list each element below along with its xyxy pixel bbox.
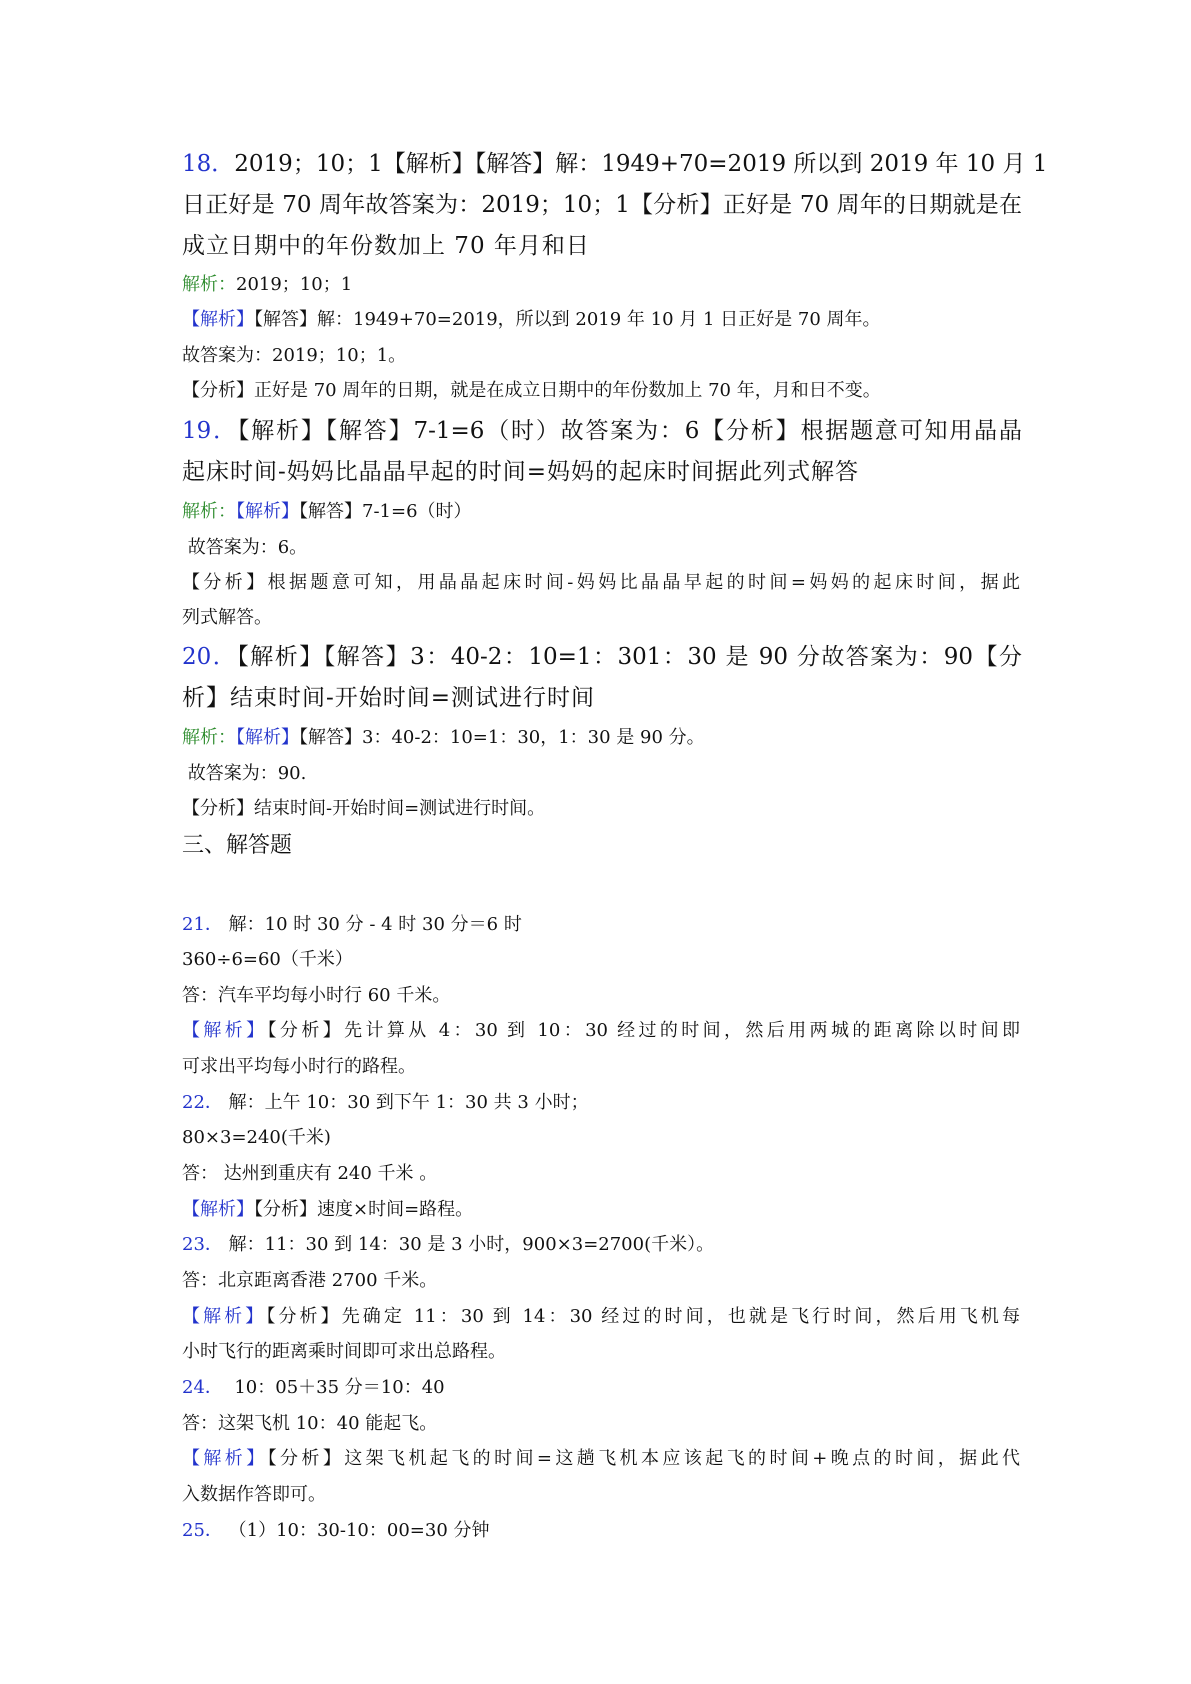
q22-line-2: 80×3=240(千米)	[182, 1127, 331, 1148]
q20-detail-1: 故答案为：90.	[182, 763, 307, 784]
jiexi-tag: 【解析】	[236, 501, 299, 522]
q20-line-1: 20．【解析】【解答】3：40-2：10=1：301：30 是 90 分故答案为：90【分	[182, 644, 1022, 670]
jiexi-label: 解析：	[182, 727, 236, 748]
q25-number: 25．	[182, 1520, 223, 1541]
q21-line-1: 21． 解：10 时 30 分 - 4 时 30 分＝6 时	[182, 914, 522, 935]
q21-number: 21．	[182, 914, 223, 935]
q23-line-2: 答：北京距离香港 2700 千米。	[182, 1270, 438, 1291]
q24-line-1: 24． 10：05＋35 分＝10：40	[182, 1377, 445, 1398]
q18-line-3: 成立日期中的年份数加上 70 年月和日	[182, 233, 590, 259]
q23-line-3: 【解析】【分析】先确定 11：30 到 14：30 经过的时间，也就是飞行时间，然后用飞机每	[182, 1306, 1020, 1327]
jiexi-tag: 【解析】	[182, 1020, 268, 1041]
jiexi-tag: 【解析】	[182, 1306, 267, 1327]
q23-number: 23．	[182, 1234, 223, 1255]
q21-line-2: 360÷6=60（千米）	[182, 949, 353, 970]
q18-line-2: 日正好是 70 周年故答案为：2019；10；1【分析】正好是 70 周年的日期就是在	[182, 192, 1022, 218]
q19-number: 19．	[182, 418, 238, 444]
q18-detail-3: 【分析】正好是 70 周年的日期，就是在成立日期中的年份数加上 70 年，月和日不变。	[182, 380, 881, 401]
q21-line-5: 可求出平均每小时行的路程。	[182, 1056, 416, 1077]
q19-line-2: 起床时间-妈妈比晶晶早起的时间=妈妈的起床时间据此列式解答	[182, 459, 860, 485]
q24-line-4: 入数据作答即可。	[182, 1484, 326, 1505]
q19-detail-2: 【分析】根据题意可知，用晶晶起床时间-妈妈比晶晶早起的时间=妈妈的起床时间，据此	[182, 572, 1020, 593]
jiexi-tag: 【解析】	[182, 1448, 268, 1469]
q24-number: 24．	[182, 1377, 223, 1398]
jiexi-label: 解析：	[182, 501, 236, 522]
q18-detail-2: 故答案为：2019；10；1。	[182, 345, 407, 366]
q23-line-4: 小时飞行的距离乘时间即可求出总路程。	[182, 1341, 506, 1362]
q19-detail-1: 故答案为：6。	[182, 537, 308, 558]
q20-jiexi-line: 解析：【解析】【解答】3：40-2：10=1：30，1：30 是 90 分。	[182, 727, 705, 748]
q18-number: 18．	[182, 151, 235, 177]
q22-line-3: 答： 达州到重庆有 240 千米 。	[182, 1163, 438, 1184]
q22-number: 22．	[182, 1092, 223, 1113]
jiexi-tag: 【解析】	[182, 1199, 254, 1220]
q20-line-2: 析】结束时间-开始时间=测试进行时间	[182, 685, 596, 711]
q24-line-3: 【解析】【分析】这架飞机起飞的时间=这趟飞机本应该起飞的时间+晚点的时间，据此代	[182, 1448, 1020, 1469]
q21-line-4: 【解析】【分析】先计算从 4：30 到 10：30 经过的时间，然后用两城的距离除以时间即	[182, 1020, 1021, 1041]
q20-detail-2: 【分析】结束时间-开始时间=测试进行时间。	[182, 798, 546, 819]
q19-detail-3: 列式解答。	[182, 607, 272, 628]
q23-line-1: 23． 解：11：30 到 14：30 是 3 小时，900×3=2700(千米）。	[182, 1234, 715, 1255]
jiexi-tag: 【解析】	[182, 309, 254, 330]
q18-jiexi-line: 解析：2019；10；1	[182, 274, 353, 295]
jiexi-tag: 【解析】	[236, 727, 299, 748]
q18-line-1: 18．2019；10；1【解析】【解答】解：1949+70=2019 所以到 2019 年 10 月 1	[182, 151, 1048, 177]
q22-line-4: 【解析】【分析】速度×时间=路程。	[182, 1199, 474, 1220]
q19-line-1: 19．【解析】【解答】7-1=6（时）故答案为：6【分析】根据题意可知用晶晶	[182, 418, 1022, 444]
q24-line-2: 答：这架飞机 10：40 能起飞。	[182, 1413, 438, 1434]
q20-number: 20．	[182, 644, 238, 670]
section-title: 三、解答题	[182, 833, 293, 858]
q19-jiexi-line: 解析：【解析】【解答】7-1=6（时）	[182, 501, 472, 522]
jiexi-label: 解析：	[182, 274, 236, 295]
q21-line-3: 答：汽车平均每小时行 60 千米。	[182, 985, 451, 1006]
q22-line-1: 22． 解：上午 10：30 到下午 1：30 共 3 小时；	[182, 1092, 589, 1113]
q25-line-1: 25． （1）10：30-10：00=30 分钟	[182, 1520, 490, 1541]
q18-detail-1: 【解析】【解答】解：1949+70=2019，所以到 2019 年 10 月 1 日正好是 70 周年。	[182, 309, 881, 330]
